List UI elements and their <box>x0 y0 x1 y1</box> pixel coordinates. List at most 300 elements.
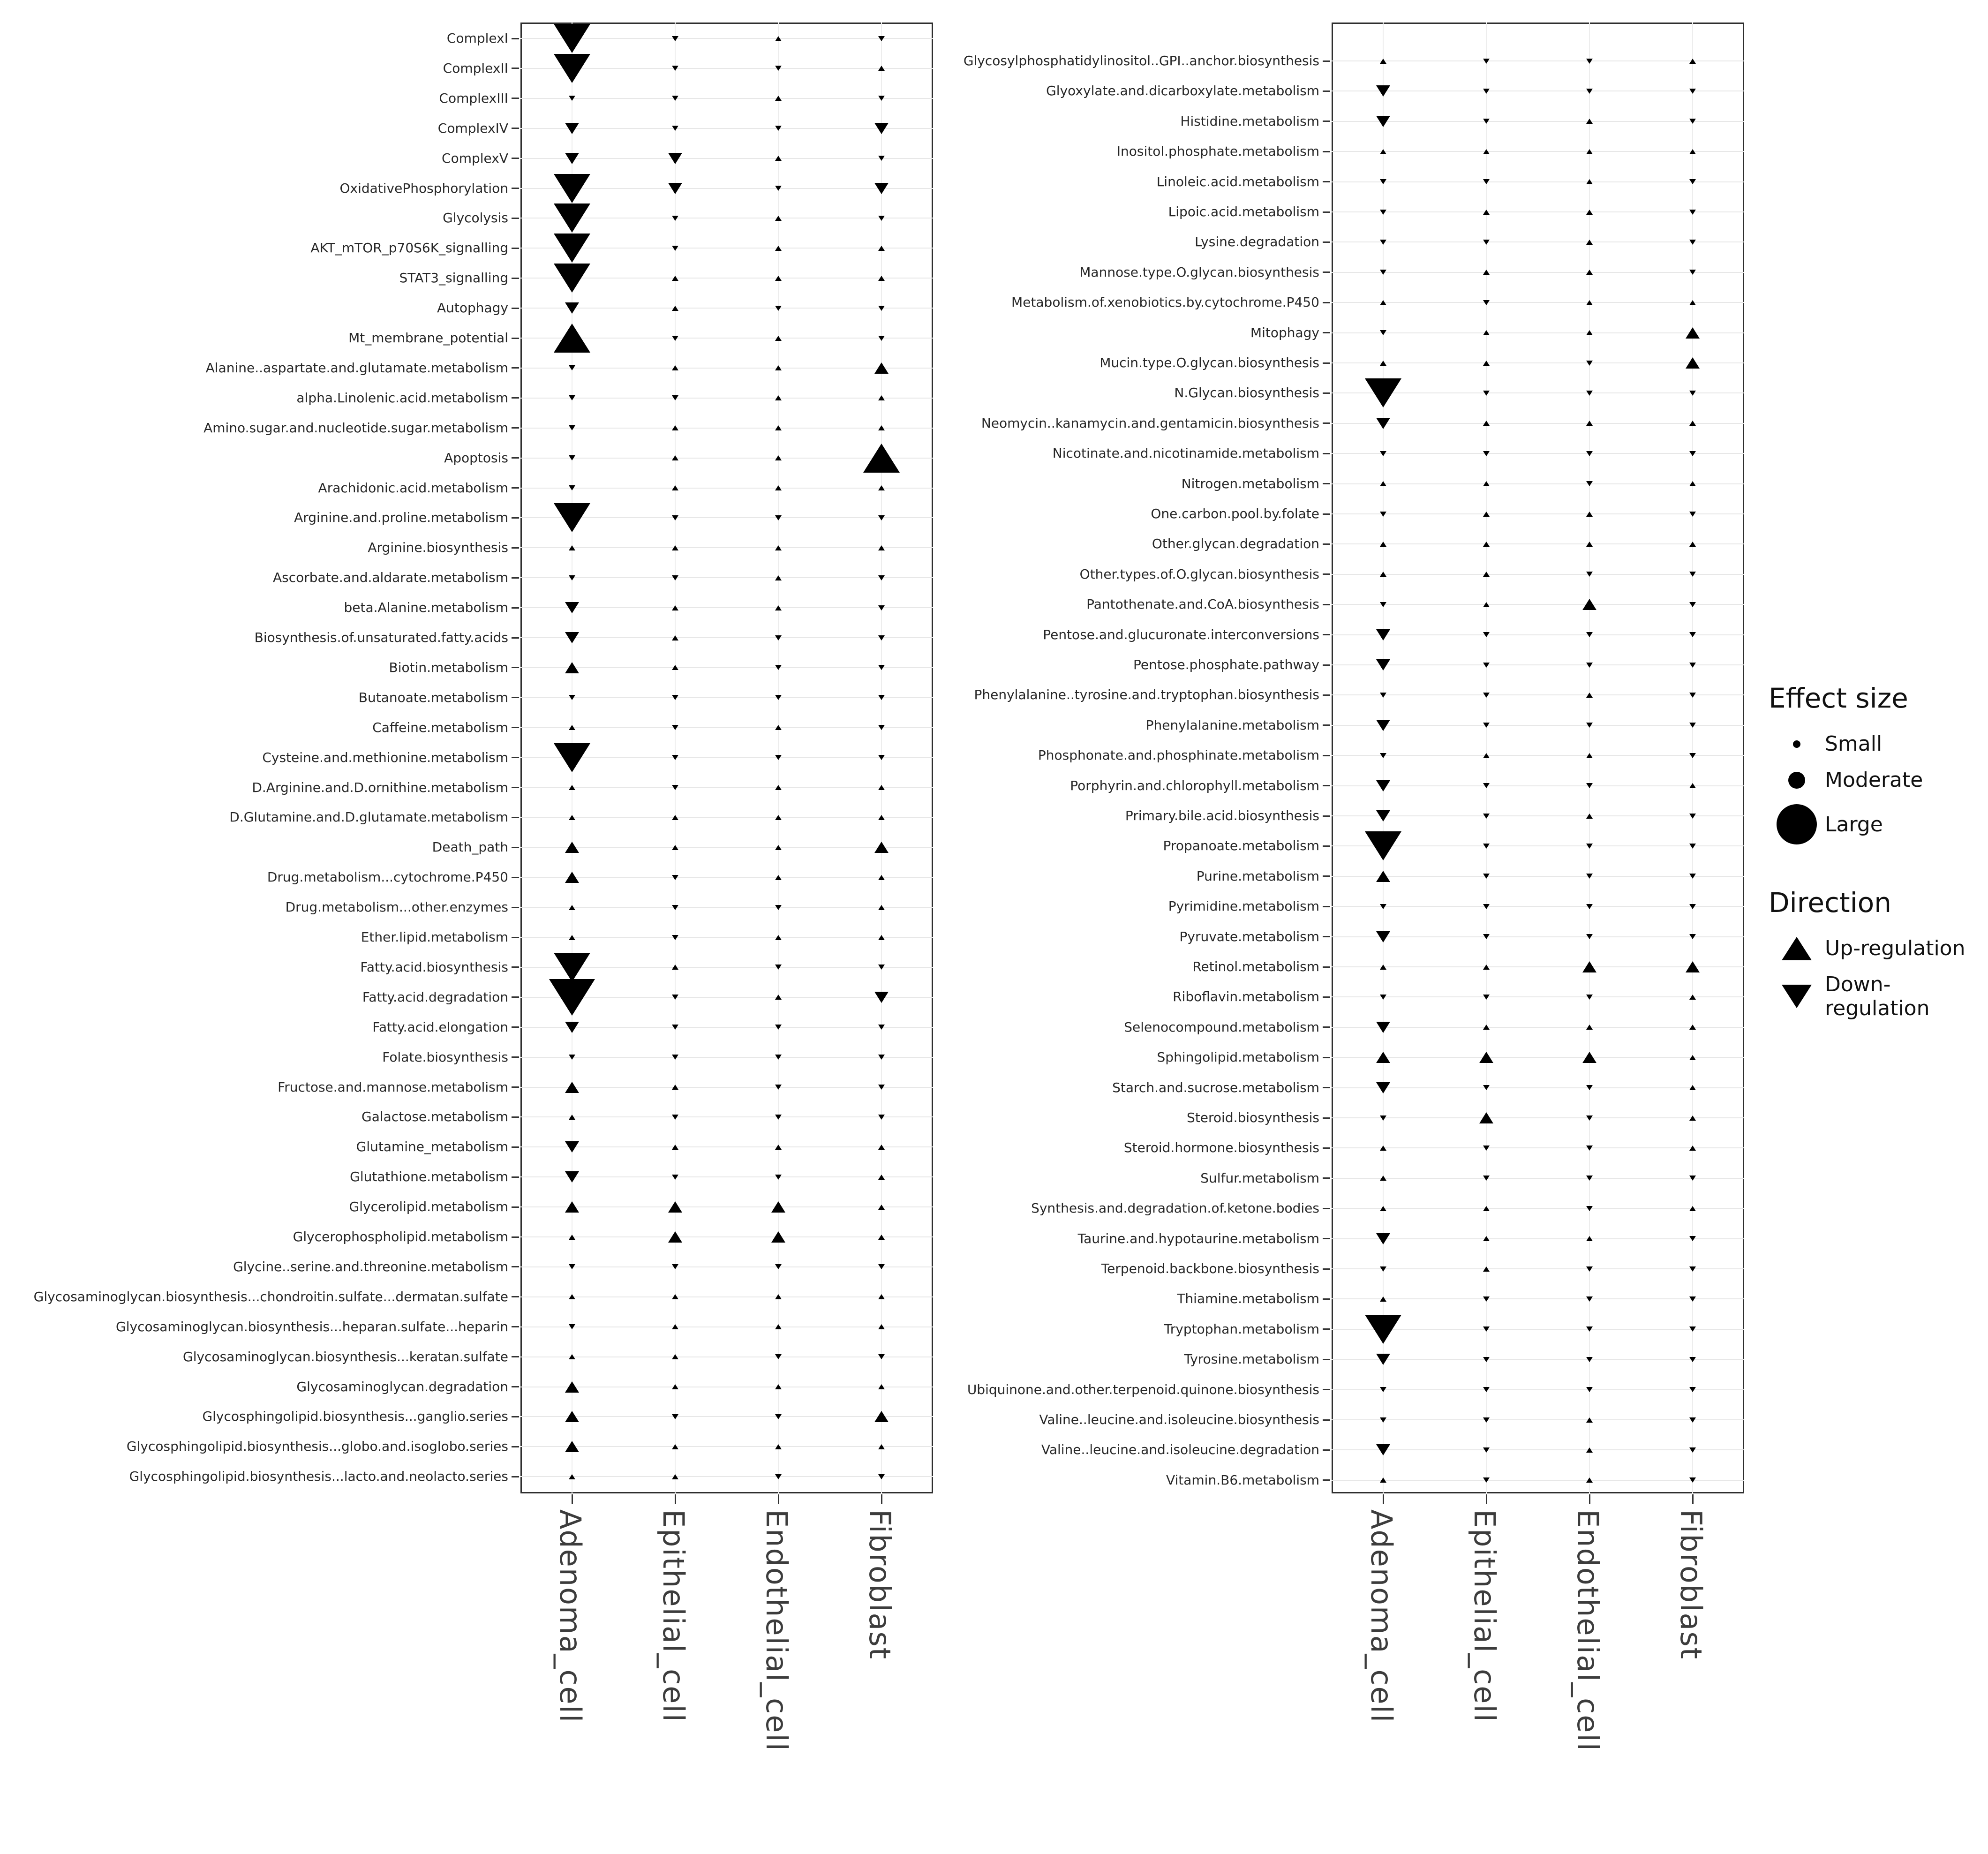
effect-triangle <box>1582 599 1596 610</box>
effect-triangle <box>1586 240 1593 245</box>
effect-triangle <box>1689 300 1696 305</box>
effect-triangle <box>1376 1444 1390 1455</box>
effect-triangle <box>1689 270 1696 275</box>
effect-triangle <box>1483 1477 1490 1483</box>
effect-triangle <box>672 36 678 41</box>
effect-triangle <box>1376 85 1390 97</box>
pathway-label: Pyrimidine.metabolism <box>1168 898 1319 914</box>
y-axis-tick <box>1323 362 1330 364</box>
pathway-label: Steroid.hormone.biosynthesis <box>1123 1140 1319 1156</box>
effect-triangle <box>1483 723 1490 728</box>
effect-triangle <box>1689 59 1696 64</box>
effect-triangle <box>1586 663 1593 668</box>
pathway-label: Tyrosine.metabolism <box>1184 1351 1319 1367</box>
effect-triangle <box>1483 1447 1490 1453</box>
pathway-label: One.carbon.pool.by.folate <box>1151 506 1319 521</box>
y-axis-tick <box>1323 906 1330 907</box>
y-axis-tick <box>1323 211 1330 213</box>
y-axis-tick <box>1323 1328 1330 1330</box>
gridline-horizontal <box>1332 1268 1744 1269</box>
gridline-horizontal <box>1332 996 1744 997</box>
y-axis-tick <box>1323 845 1330 847</box>
y-axis-tick <box>1323 392 1330 394</box>
effect-triangle <box>1689 1296 1696 1302</box>
pathway-label: ComplexII <box>443 60 508 76</box>
column-label: Adenoma_cell <box>1364 1509 1399 1724</box>
gridline-horizontal <box>1332 1027 1744 1028</box>
effect-triangle <box>1586 270 1593 275</box>
y-axis-tick <box>1323 302 1330 303</box>
effect-triangle <box>1586 572 1593 577</box>
effect-triangle <box>1586 1025 1593 1030</box>
y-axis-tick <box>1323 664 1330 666</box>
effect-triangle <box>1380 1417 1386 1423</box>
pathway-label: Glutathione.metabolism <box>350 1169 508 1185</box>
effect-triangle <box>1483 240 1490 245</box>
effect-triangle <box>1586 1146 1593 1151</box>
effect-triangle <box>1689 934 1696 939</box>
effect-triangle <box>1686 327 1700 339</box>
gridline-horizontal <box>1332 60 1744 61</box>
pathway-label: Butanoate.metabolism <box>358 689 508 705</box>
pathway-label: Amino.sugar.and.nucleotide.sugar.metabolism <box>203 420 508 436</box>
effect-triangle <box>1380 451 1386 456</box>
effect-triangle <box>1586 632 1593 637</box>
plot-area <box>1332 23 1744 1493</box>
y-axis-tick <box>1323 1268 1330 1270</box>
effect-triangle <box>1380 693 1386 698</box>
effect-triangle <box>1483 632 1490 637</box>
legend-effect-size-title: Effect size <box>1769 682 1908 714</box>
gridline-horizontal <box>1332 302 1744 303</box>
pathway-label: AKT_mTOR_p70S6K_signalling <box>310 240 508 256</box>
pathway-label: Mt_membrane_potential <box>348 330 508 346</box>
effect-triangle <box>554 24 590 53</box>
x-axis-tick <box>675 1494 676 1504</box>
pathway-label: Glycosaminoglycan.degradation <box>296 1379 508 1394</box>
pathway-label: Fructose.and.mannose.metabolism <box>278 1079 508 1095</box>
effect-triangle <box>1365 831 1401 860</box>
gridline-horizontal <box>1332 332 1744 333</box>
effect-triangle <box>1483 1357 1490 1362</box>
effect-triangle <box>1380 481 1386 486</box>
pathway-label: Riboflavin.metabolism <box>1173 989 1319 1005</box>
effect-triangle <box>1689 1417 1696 1423</box>
effect-triangle <box>1483 693 1490 698</box>
effect-triangle <box>1586 693 1593 698</box>
y-axis-tick <box>1323 241 1330 243</box>
effect-triangle <box>1689 1236 1696 1241</box>
y-axis-tick <box>1323 422 1330 424</box>
effect-triangle <box>1483 512 1490 517</box>
y-axis-tick <box>1323 694 1330 696</box>
effect-triangle <box>1483 149 1490 154</box>
y-axis-tick <box>1323 573 1330 575</box>
y-axis-tick <box>1323 1238 1330 1239</box>
gridline-horizontal <box>1332 1147 1744 1148</box>
pathway-label: Drug.metabolism...other.enzymes <box>285 899 508 915</box>
effect-triangle <box>1483 995 1490 1000</box>
effect-triangle <box>1376 1022 1390 1033</box>
effect-triangle <box>1483 89 1490 94</box>
gridline-horizontal <box>1332 513 1744 514</box>
pathway-label: Glycosphingolipid.biosynthesis...lacto.and.neolacto.series <box>129 1469 508 1485</box>
effect-triangle <box>1586 421 1593 426</box>
effect-triangle <box>1689 602 1696 607</box>
effect-triangle <box>1689 1176 1696 1181</box>
pathway-label: Glycosphingolipid.biosynthesis...ganglio.series <box>202 1409 508 1424</box>
gridline-horizontal <box>1332 453 1744 454</box>
legend-item-moderate <box>1769 768 1988 792</box>
effect-triangle <box>1380 1206 1386 1211</box>
gridline-horizontal <box>1332 423 1744 424</box>
gridline-horizontal <box>1332 1389 1744 1390</box>
effect-triangle <box>1483 542 1490 547</box>
effect-triangle <box>1376 1052 1390 1063</box>
gridline-horizontal <box>1332 272 1744 273</box>
effect-triangle <box>1376 931 1390 942</box>
pathway-label: Histidine.metabolism <box>1180 113 1319 129</box>
pathway-label: Pyruvate.metabolism <box>1179 928 1319 944</box>
effect-triangle <box>1483 844 1490 849</box>
effect-triangle <box>1365 378 1401 407</box>
effect-triangle <box>1380 965 1386 970</box>
effect-triangle <box>1586 904 1593 909</box>
effect-triangle <box>1376 418 1390 429</box>
moderate-dot-icon <box>1788 772 1805 789</box>
pathway-label: Cysteine.and.methionine.metabolism <box>262 749 508 765</box>
effect-triangle <box>1380 1266 1386 1272</box>
pathway-label: Ascorbate.and.aldarate.metabolism <box>272 570 508 586</box>
y-axis-tick <box>1323 1449 1330 1451</box>
effect-triangle <box>1689 179 1696 184</box>
pathway-label: N.Glycan.biosynthesis <box>1174 385 1319 401</box>
effect-triangle <box>1380 602 1386 607</box>
effect-triangle <box>1380 904 1386 909</box>
effect-triangle <box>1689 481 1696 486</box>
effect-triangle <box>1380 300 1386 305</box>
effect-triangle <box>1586 512 1593 517</box>
x-axis-tick <box>1692 1494 1694 1504</box>
pathway-label: ComplexIII <box>439 90 508 106</box>
pathway-label: Pantothenate.and.CoA.biosynthesis <box>1086 596 1319 612</box>
effect-triangle <box>1586 481 1593 486</box>
pathway-label: Linoleic.acid.metabolism <box>1156 173 1319 189</box>
pathway-label: Mucin.type.O.glycan.biosynthesis <box>1099 355 1319 370</box>
effect-triangle <box>1689 572 1696 577</box>
y-axis-tick <box>1323 181 1330 182</box>
effect-triangle <box>1689 1055 1696 1060</box>
x-axis-tick <box>1589 1494 1590 1504</box>
pathway-label: Mannose.type.O.glycan.biosynthesis <box>1079 264 1319 280</box>
pathway-label: Sphingolipid.metabolism <box>1157 1049 1319 1065</box>
pathway-label: Metabolism.of.xenobiotics.by.cytochrome.P450 <box>1011 294 1319 310</box>
gridline-horizontal <box>1332 543 1744 544</box>
effect-triangle <box>1586 1206 1593 1211</box>
effect-triangle <box>1483 1206 1490 1211</box>
gridline-horizontal <box>1332 604 1744 605</box>
pathway-label: Mitophagy <box>1250 324 1319 340</box>
effect-triangle <box>1376 1354 1390 1365</box>
pathway-label: Valine..leucine.and.isoleucine.degradation <box>1041 1442 1319 1458</box>
effect-triangle <box>1689 783 1696 788</box>
column-label: Adenoma_cell <box>553 1509 587 1724</box>
effect-triangle <box>1586 753 1593 758</box>
effect-triangle <box>1380 179 1386 184</box>
pathway-label: D.Glutamine.and.D.glutamate.metabolism <box>229 809 508 825</box>
effect-triangle <box>1586 210 1593 215</box>
effect-triangle <box>1376 629 1390 641</box>
pathway-label: D.Arginine.and.D.ornithine.metabolism <box>252 779 508 795</box>
effect-triangle <box>1689 542 1696 547</box>
gridline-horizontal <box>1332 1208 1744 1209</box>
effect-triangle <box>1689 904 1696 909</box>
column-label: Fibroblast <box>863 1509 897 1660</box>
effect-triangle <box>1582 1052 1596 1063</box>
effect-triangle <box>1376 659 1390 671</box>
effect-triangle <box>1483 1326 1490 1332</box>
effect-triangle <box>1483 451 1490 456</box>
pathway-label: Vitamin.B6.metabolism <box>1166 1472 1319 1488</box>
effect-triangle <box>1689 210 1696 215</box>
y-axis-tick <box>1323 996 1330 998</box>
pathway-label: Glycine..serine.and.threonine.metabolism <box>233 1259 508 1274</box>
effect-triangle <box>1689 1357 1696 1362</box>
gridline-horizontal <box>1332 634 1744 635</box>
pathway-label: Lipoic.acid.metabolism <box>1168 204 1319 219</box>
effect-triangle <box>1380 995 1386 1000</box>
effect-triangle <box>1689 149 1696 154</box>
effect-triangle <box>1689 1326 1696 1332</box>
y-axis-tick <box>1323 1298 1330 1300</box>
pathway-label: alpha.Linolenic.acid.metabolism <box>296 390 508 406</box>
effect-triangle <box>1586 330 1593 335</box>
pathway-label: Biosynthesis.of.unsaturated.fatty.acids <box>254 630 508 645</box>
effect-triangle <box>1380 753 1386 758</box>
pathway-label: Primary.bile.acid.biosynthesis <box>1125 808 1319 823</box>
effect-triangle <box>1483 1296 1490 1302</box>
gridline-horizontal <box>1332 211 1744 212</box>
effect-triangle <box>1689 451 1696 456</box>
effect-triangle <box>1586 391 1593 396</box>
y-axis-tick <box>1323 1177 1330 1179</box>
x-axis-tick <box>1383 1494 1384 1504</box>
y-axis-tick <box>1323 1208 1330 1209</box>
effect-triangle <box>1376 116 1390 127</box>
pathway-label: Ubiquinone.and.other.terpenoid.quinone.biosynthesis <box>967 1381 1319 1397</box>
y-axis-tick <box>1323 724 1330 726</box>
pathway-label: Glycosaminoglycan.biosynthesis...heparan.sulfate...heparin <box>116 1319 508 1334</box>
gridline-horizontal <box>1332 966 1744 967</box>
effect-triangle <box>1586 1115 1593 1121</box>
effect-triangle <box>1686 357 1700 369</box>
gridline-horizontal <box>1332 1238 1744 1239</box>
pathway-label: Glycosylphosphatidylinositol..GPI..anchor.biosynthesis <box>963 53 1319 68</box>
effect-triangle <box>1483 361 1490 366</box>
y-axis-tick <box>1323 785 1330 786</box>
column-label: Epithelial_cell <box>1468 1509 1502 1723</box>
gridline-horizontal <box>1332 1087 1744 1088</box>
gridline-horizontal <box>1332 1359 1744 1360</box>
y-axis-tick <box>1323 151 1330 152</box>
y-axis-tick <box>1323 815 1330 817</box>
pathway-label: Fatty.acid.elongation <box>372 1019 508 1035</box>
effect-triangle <box>1586 1266 1593 1272</box>
effect-triangle <box>1483 179 1490 184</box>
effect-triangle <box>1483 421 1490 426</box>
effect-triangle <box>1689 89 1696 94</box>
effect-triangle <box>1586 149 1593 154</box>
effect-triangle <box>878 36 885 41</box>
legend-label-down: Down-regulation <box>1825 972 1930 1020</box>
effect-triangle <box>1689 723 1696 728</box>
effect-triangle <box>1483 330 1490 335</box>
effect-triangle <box>1586 542 1593 547</box>
effect-triangle <box>1380 1296 1386 1302</box>
effect-triangle <box>1376 780 1390 791</box>
pathway-label: Nicotinate.and.nicotinamide.metabolism <box>1052 445 1319 461</box>
effect-triangle <box>1479 1052 1493 1063</box>
y-axis-tick <box>1323 271 1330 273</box>
pathway-label: Retinol.metabolism <box>1192 959 1319 974</box>
gridline-horizontal <box>1332 241 1744 242</box>
effect-triangle <box>1380 572 1386 577</box>
effect-triangle <box>1689 753 1696 758</box>
effect-triangle <box>1483 270 1490 275</box>
gridline-horizontal <box>1332 1298 1744 1299</box>
pathway-label: Drug.metabolism...cytochrome.P450 <box>267 869 508 885</box>
pathway-label: Pentose.and.glucuronate.interconversions <box>1043 626 1319 642</box>
effect-triangle <box>1689 1477 1696 1483</box>
effect-triangle <box>1586 1296 1593 1302</box>
effect-triangle <box>1483 1236 1490 1241</box>
effect-triangle <box>1376 1233 1390 1244</box>
small-dot-icon <box>1793 740 1800 748</box>
effect-triangle <box>1483 572 1490 577</box>
effect-triangle <box>1483 783 1490 788</box>
effect-triangle <box>1689 844 1696 849</box>
pathway-label: Inositol.phosphate.metabolism <box>1116 143 1319 159</box>
effect-triangle <box>1586 814 1593 819</box>
pathway-label: Glutamine_metabolism <box>356 1139 508 1155</box>
effect-triangle <box>1689 421 1696 426</box>
y-axis-tick <box>1323 1419 1330 1421</box>
effect-triangle <box>1483 602 1490 607</box>
effect-triangle <box>1483 663 1490 668</box>
x-axis-tick <box>1486 1494 1487 1504</box>
gridline-horizontal <box>1332 785 1744 786</box>
pathway-label: Selenocompound.metabolism <box>1124 1019 1319 1035</box>
effect-triangle <box>1586 1176 1593 1181</box>
legend-direction-title: Direction <box>1769 887 1892 919</box>
effect-triangle <box>1586 1326 1593 1332</box>
effect-triangle <box>1586 1357 1593 1362</box>
pathway-label: Biotin.metabolism <box>389 659 508 675</box>
effect-triangle <box>1483 874 1490 879</box>
effect-triangle <box>1689 512 1696 517</box>
pathway-label: Phenylalanine..tyrosine.and.tryptophan.biosynthesis <box>974 687 1319 703</box>
effect-triangle <box>1483 1387 1490 1392</box>
pathway-label: Ether.lipid.metabolism <box>361 929 508 945</box>
legend-item-down-regulation <box>1769 972 1988 1020</box>
pathway-label: OxidativePhosphorylation <box>339 180 508 196</box>
gridline-horizontal <box>1332 574 1744 575</box>
effect-triangle <box>1586 300 1593 305</box>
effect-triangle <box>1479 1112 1493 1123</box>
pathway-label: Synthesis.and.degradation.of.ketone.bodies <box>1031 1200 1319 1216</box>
gridline-horizontal <box>1332 151 1744 152</box>
effect-triangle <box>1380 361 1386 366</box>
gridline-horizontal <box>1332 936 1744 937</box>
pathway-label: Steroid.biosynthesis <box>1187 1110 1319 1125</box>
pathway-label: Tryptophan.metabolism <box>1164 1321 1319 1337</box>
legend-item-small <box>1769 732 1988 756</box>
effect-triangle <box>1586 1085 1593 1090</box>
x-axis-tick <box>881 1494 882 1504</box>
effect-triangle <box>1689 1115 1696 1121</box>
effect-triangle <box>1483 59 1490 64</box>
pathway-label: ComplexV <box>442 150 508 166</box>
gridline-horizontal <box>1332 362 1744 363</box>
effect-triangle <box>1689 874 1696 879</box>
x-axis-tick <box>572 1494 573 1504</box>
effect-triangle <box>1483 391 1490 396</box>
y-axis-tick <box>1323 483 1330 484</box>
column-label: Fibroblast <box>1674 1509 1708 1660</box>
y-axis-tick <box>1323 1087 1330 1088</box>
effect-triangle <box>1483 1146 1490 1151</box>
gridline-horizontal <box>1332 1057 1744 1058</box>
effect-triangle <box>1483 814 1490 819</box>
effect-triangle <box>1689 1146 1696 1151</box>
pathway-label: Valine..leucine.and.isoleucine.biosynthesis <box>1039 1412 1319 1427</box>
pathway-label: Propanoate.metabolism <box>1163 838 1319 854</box>
effect-triangle <box>1365 1315 1401 1344</box>
effect-triangle <box>1689 1206 1696 1211</box>
y-axis-tick <box>1323 1117 1330 1119</box>
legend-label-large: Large <box>1825 812 1883 837</box>
gridline-horizontal <box>1332 1419 1744 1420</box>
pathway-label: Neomycin..kanamycin.and.gentamicin.biosynthesis <box>981 415 1319 431</box>
pathway-label: Folate.biosynthesis <box>382 1049 508 1065</box>
y-axis-tick <box>1323 332 1330 333</box>
effect-triangle <box>1380 542 1386 547</box>
y-axis-tick <box>1323 1057 1330 1058</box>
up-triangle-icon <box>1782 937 1812 960</box>
effect-triangle <box>1686 961 1700 972</box>
effect-triangle <box>1380 1387 1386 1392</box>
effect-triangle <box>1689 693 1696 698</box>
pathway-label: Other.glycan.degradation <box>1152 536 1319 552</box>
pathway-label: Taurine.and.hypotaurine.metabolism <box>1077 1230 1319 1246</box>
y-axis-tick <box>512 38 519 39</box>
gridline-horizontal <box>1332 121 1744 122</box>
effect-triangle <box>1689 1387 1696 1392</box>
effect-triangle <box>1380 240 1386 245</box>
effect-triangle <box>1376 810 1390 821</box>
gridline-horizontal <box>1332 1480 1744 1481</box>
effect-triangle <box>1586 995 1593 1000</box>
effect-triangle <box>1586 89 1593 94</box>
pathway-label: ComplexI <box>446 30 508 46</box>
effect-triangle <box>1483 210 1490 215</box>
effect-triangle <box>1689 119 1696 124</box>
pathway-label: Glycerolipid.metabolism <box>349 1199 508 1215</box>
effect-triangle <box>1483 300 1490 305</box>
effect-triangle <box>1586 451 1593 456</box>
pathway-label: Caffeine.metabolism <box>372 719 508 735</box>
effect-triangle <box>1483 904 1490 909</box>
